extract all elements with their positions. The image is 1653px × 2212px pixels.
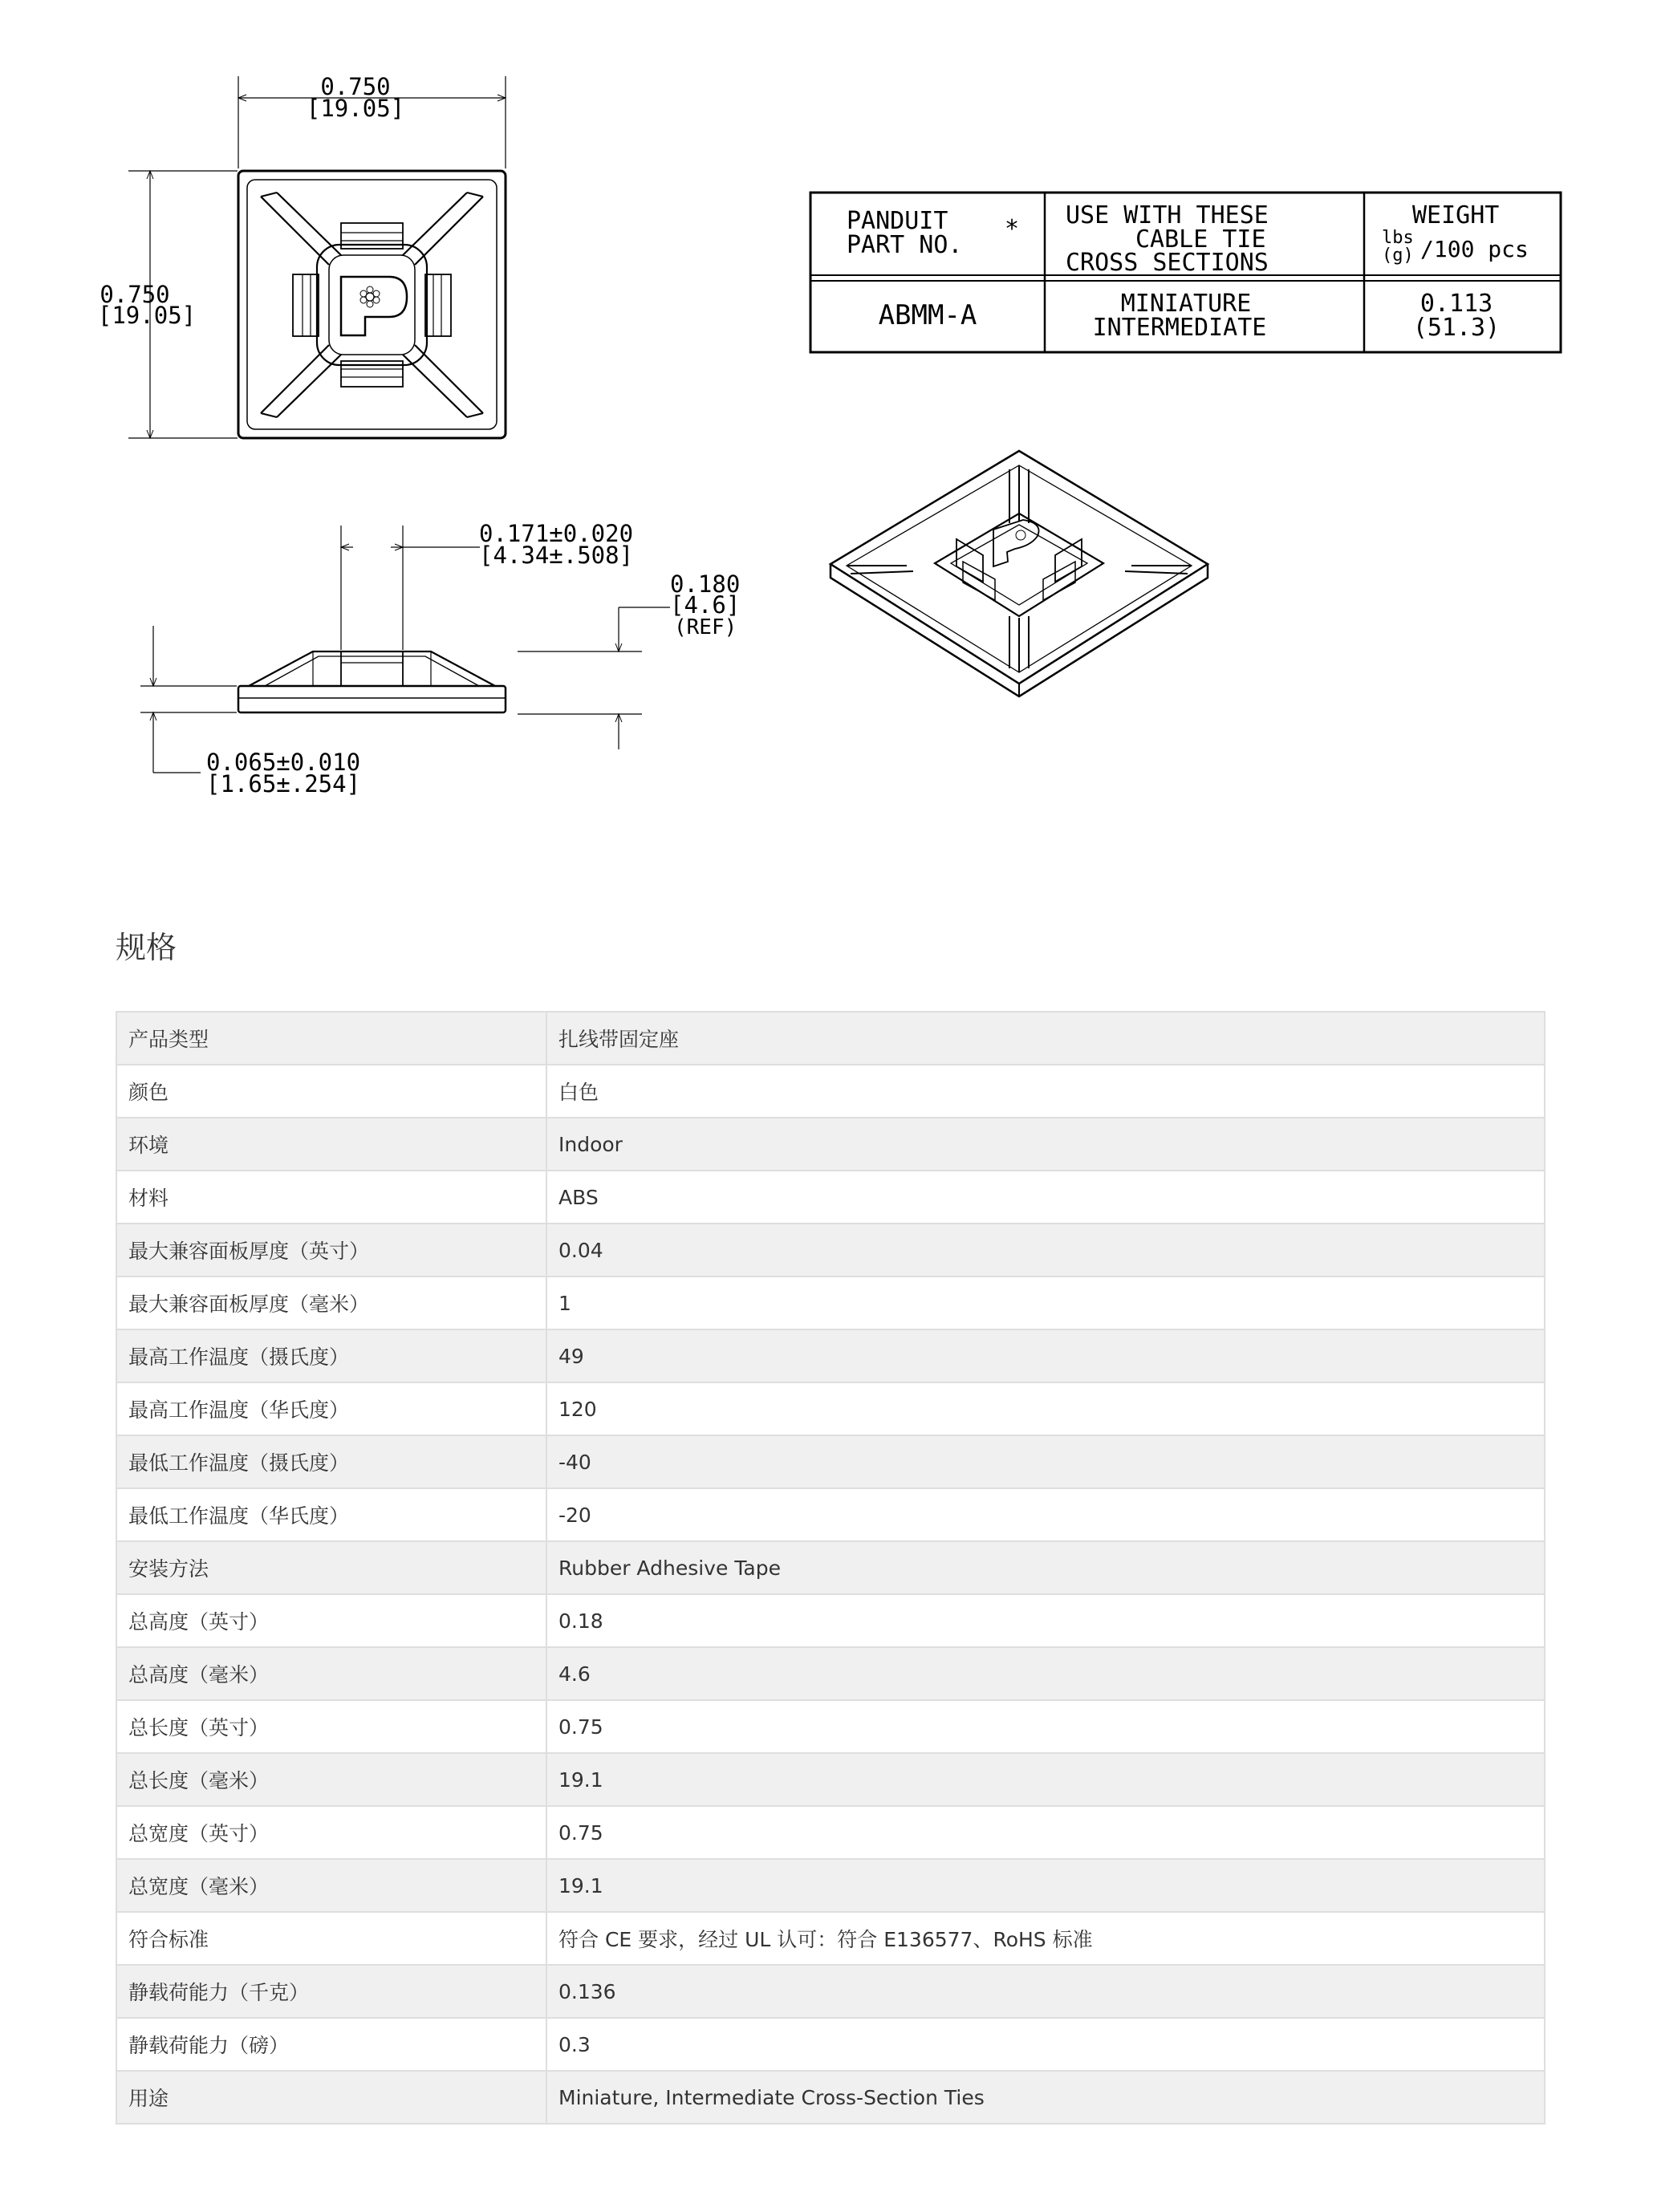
hdr-g: (g) (1382, 246, 1414, 266)
spec-label: 最大兼容面板厚度（英寸） (116, 1224, 546, 1276)
top-height-dim-mm: [19.05] (97, 302, 197, 329)
spec-value: 0.04 (546, 1224, 1545, 1276)
height-dim-ref: (REF) (674, 615, 737, 639)
hdr-cable-tie: CABLE TIE (1135, 225, 1266, 254)
base-dim-in: 0.065±0.010 (206, 749, 361, 776)
hdr-per-100: /100 pcs (1420, 236, 1529, 262)
table-row (116, 1965, 1545, 2018)
table-row (116, 1594, 1545, 1647)
table-row (116, 1065, 1545, 1118)
spec-value: ABS (546, 1171, 1545, 1224)
table-row (116, 1647, 1545, 1700)
spec-value: 19.1 (546, 1753, 1545, 1806)
mount-base-outline (238, 171, 506, 438)
slot-dim-in: 0.171±0.020 (479, 520, 634, 547)
spec-value: 0.136 (546, 1965, 1545, 2018)
specs-table (116, 1011, 1545, 2125)
spec-value: 0.3 (546, 2018, 1545, 2071)
spec-label: 最大兼容面板厚度（毫米） (116, 1276, 546, 1329)
spec-label: 总长度（英寸） (116, 1700, 546, 1753)
spec-label: 最高工作温度（华氏度） (116, 1382, 546, 1435)
spec-label: 最高工作温度（摄氏度） (116, 1329, 546, 1382)
table-row (116, 1382, 1545, 1435)
spec-value: 白色 (546, 1065, 1545, 1118)
table-row (116, 1700, 1545, 1753)
table-row (116, 1806, 1545, 1859)
weight-g: (51.3) (1412, 314, 1501, 342)
height-dim-mm: [4.6] (670, 591, 741, 619)
table-row (116, 1012, 1545, 1065)
spec-value: 扎线带固定座 (546, 1012, 1545, 1065)
spec-value: 49 (546, 1329, 1545, 1382)
spec-label: 符合标准 (116, 1912, 546, 1965)
height-dim-in: 0.180 (670, 570, 741, 598)
top-width-dim-in: 0.750 (320, 73, 391, 100)
top-view (128, 76, 506, 438)
table-row (116, 1276, 1545, 1329)
spec-value: 19.1 (546, 1859, 1545, 1912)
use-with-intermediate: INTERMEDIATE (1092, 314, 1267, 342)
spec-value: Indoor (546, 1118, 1545, 1171)
weight-lbs: 0.113 (1419, 290, 1493, 318)
hdr-use-with: USE WITH THESE (1066, 201, 1269, 229)
isometric-view (831, 451, 1208, 696)
base-dim-mm: [1.65±.254] (206, 770, 361, 798)
spec-label: 安装方法 (116, 1541, 546, 1594)
table-row (116, 1859, 1545, 1912)
part-number: ABMM-A (878, 299, 977, 331)
spec-label: 总高度（英寸） (116, 1594, 546, 1647)
spec-value: 120 (546, 1382, 1545, 1435)
hdr-cross-sections: CROSS SECTIONS (1066, 249, 1269, 277)
hdr-panduit: PANDUIT (847, 207, 948, 235)
spec-label: 材料 (116, 1171, 546, 1224)
table-row (116, 1753, 1545, 1806)
spec-label: 颜色 (116, 1065, 546, 1118)
spec-value: 0.18 (546, 1594, 1545, 1647)
table-row (116, 1224, 1545, 1276)
hdr-lbs: lbs (1382, 228, 1414, 248)
table-row (116, 1118, 1545, 1171)
spec-value: 0.75 (546, 1806, 1545, 1859)
specs-heading: 规格 (116, 930, 177, 965)
technical-drawing (0, 0, 1653, 867)
spec-label: 用途 (116, 2071, 546, 2124)
spec-value: 4.6 (546, 1647, 1545, 1700)
table-row (116, 2071, 1545, 2124)
spec-label: 最低工作温度（华氏度） (116, 1488, 546, 1541)
table-row (116, 1171, 1545, 1224)
spec-value: 0.75 (546, 1700, 1545, 1753)
spec-label: 静载荷能力（千克） (116, 1965, 546, 2018)
table-row (116, 1541, 1545, 1594)
spec-label: 总高度（毫米） (116, 1647, 546, 1700)
spec-value: Miniature, Intermediate Cross-Section Ties (546, 2071, 1545, 2124)
table-row (116, 1435, 1545, 1488)
spec-label: 总宽度（英寸） (116, 1806, 546, 1859)
spec-value: -40 (546, 1435, 1545, 1488)
spec-label: 总长度（毫米） (116, 1753, 546, 1806)
hdr-weight: WEIGHT (1412, 201, 1500, 229)
spec-value: 1 (546, 1276, 1545, 1329)
top-height-dim-in: 0.750 (100, 281, 170, 308)
spec-value: Rubber Adhesive Tape (546, 1541, 1545, 1594)
table-row (116, 1488, 1545, 1541)
hdr-asterisk: * (1005, 215, 1020, 243)
table-row (116, 1912, 1545, 1965)
spec-value: -20 (546, 1488, 1545, 1541)
use-with-miniature: MINIATURE (1120, 290, 1252, 318)
spec-label: 环境 (116, 1118, 546, 1171)
panduit-logo (341, 277, 407, 335)
hdr-part-no: PART NO. (847, 231, 963, 259)
spec-label: 总宽度（毫米） (116, 1859, 546, 1912)
slot-dim-mm: [4.34±.508] (479, 542, 634, 569)
table-row (116, 2018, 1545, 2071)
spec-label: 静载荷能力（磅） (116, 2018, 546, 2071)
spec-value: 符合 CE 要求，经过 UL 认可：符合 E136577、RoHS 标准 (546, 1912, 1545, 1965)
spec-label: 最低工作温度（摄氏度） (116, 1435, 546, 1488)
table-row (116, 1329, 1545, 1382)
spec-label: 产品类型 (116, 1012, 546, 1065)
top-width-dim-mm: [19.05] (306, 95, 405, 122)
